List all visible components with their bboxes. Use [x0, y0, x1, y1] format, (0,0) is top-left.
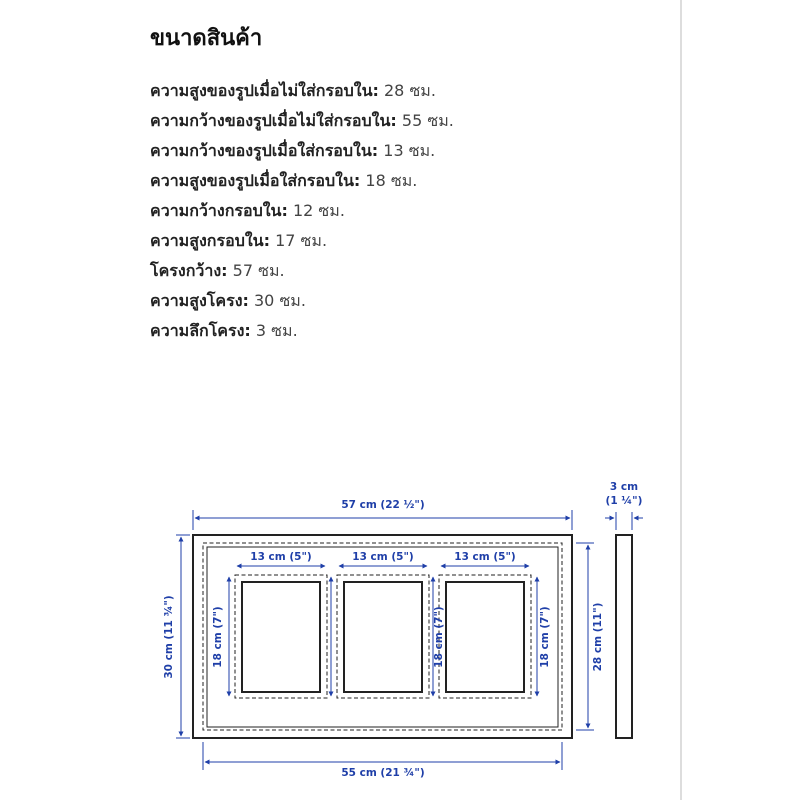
spec-value: 12 ซม.	[287, 201, 345, 220]
opening-width-label: 13 cm (5")	[352, 551, 414, 563]
spec-label: ความกว้างกรอบใน:	[150, 201, 288, 220]
spec-value: 17 ซม.	[270, 231, 328, 250]
opening-width-label: 13 cm (5")	[250, 551, 312, 563]
right-height-label: 28 cm (11")	[592, 602, 604, 672]
spec-label: ความสูงโครง:	[150, 291, 249, 310]
opening-window	[242, 582, 320, 692]
spec-label: ความสูงของรูปเมื่อใส่กรอบใน:	[150, 171, 361, 190]
spec-label: ความสูงกรอบใน:	[150, 231, 270, 250]
spec-label: ความลึกโครง:	[150, 321, 251, 340]
inner-border-dashed	[203, 543, 562, 730]
spec-value: 18 ซม.	[360, 171, 418, 190]
opening-height-label: 18 cm (7")	[539, 606, 551, 668]
spec-label: โครงกว้าง:	[150, 261, 228, 280]
opening-outline-dashed	[235, 575, 327, 698]
spec-label: ความสูงของรูปเมื่อไม่ใส่กรอบใน:	[150, 81, 379, 100]
section-heading: ขนาดสินค้า	[150, 26, 263, 51]
frame-front-view	[193, 535, 572, 738]
spec-value: 30 ซม.	[248, 291, 306, 310]
depth-label: 3 cm	[609, 481, 639, 493]
opening-height-label: 18 cm (7")	[433, 606, 445, 668]
opening-outline-dashed	[439, 575, 531, 698]
outer-frame	[193, 535, 572, 738]
frame-side-view	[616, 535, 632, 738]
spec-value: 57 ซม.	[227, 261, 285, 280]
spec-value: 3 ซม.	[250, 321, 298, 340]
opening-window	[446, 582, 524, 692]
left-height-label: 30 cm (11 ¾")	[163, 595, 175, 679]
spec-value: 28 ซม.	[378, 81, 436, 100]
spec-label: ความกว้างของรูปเมื่อไม่ใส่กรอบใน:	[150, 111, 397, 130]
opening-outline-dashed	[337, 575, 429, 698]
opening-window	[344, 582, 422, 692]
inner-border	[207, 547, 558, 727]
spec-value: 13 ซม.	[378, 141, 436, 160]
opening-height-label: 18 cm (7")	[212, 606, 224, 668]
opening-width-label: 13 cm (5")	[454, 551, 516, 563]
top-width-label: 57 cm (22 ½")	[341, 499, 425, 511]
bottom-width-label: 55 cm (21 ¾")	[341, 767, 425, 779]
spec-value: 55 ซม.	[396, 111, 454, 130]
depth-inch-label: (1 ¼")	[605, 495, 643, 507]
spec-label: ความกว้างของรูปเมื่อใส่กรอบใน:	[150, 141, 379, 160]
